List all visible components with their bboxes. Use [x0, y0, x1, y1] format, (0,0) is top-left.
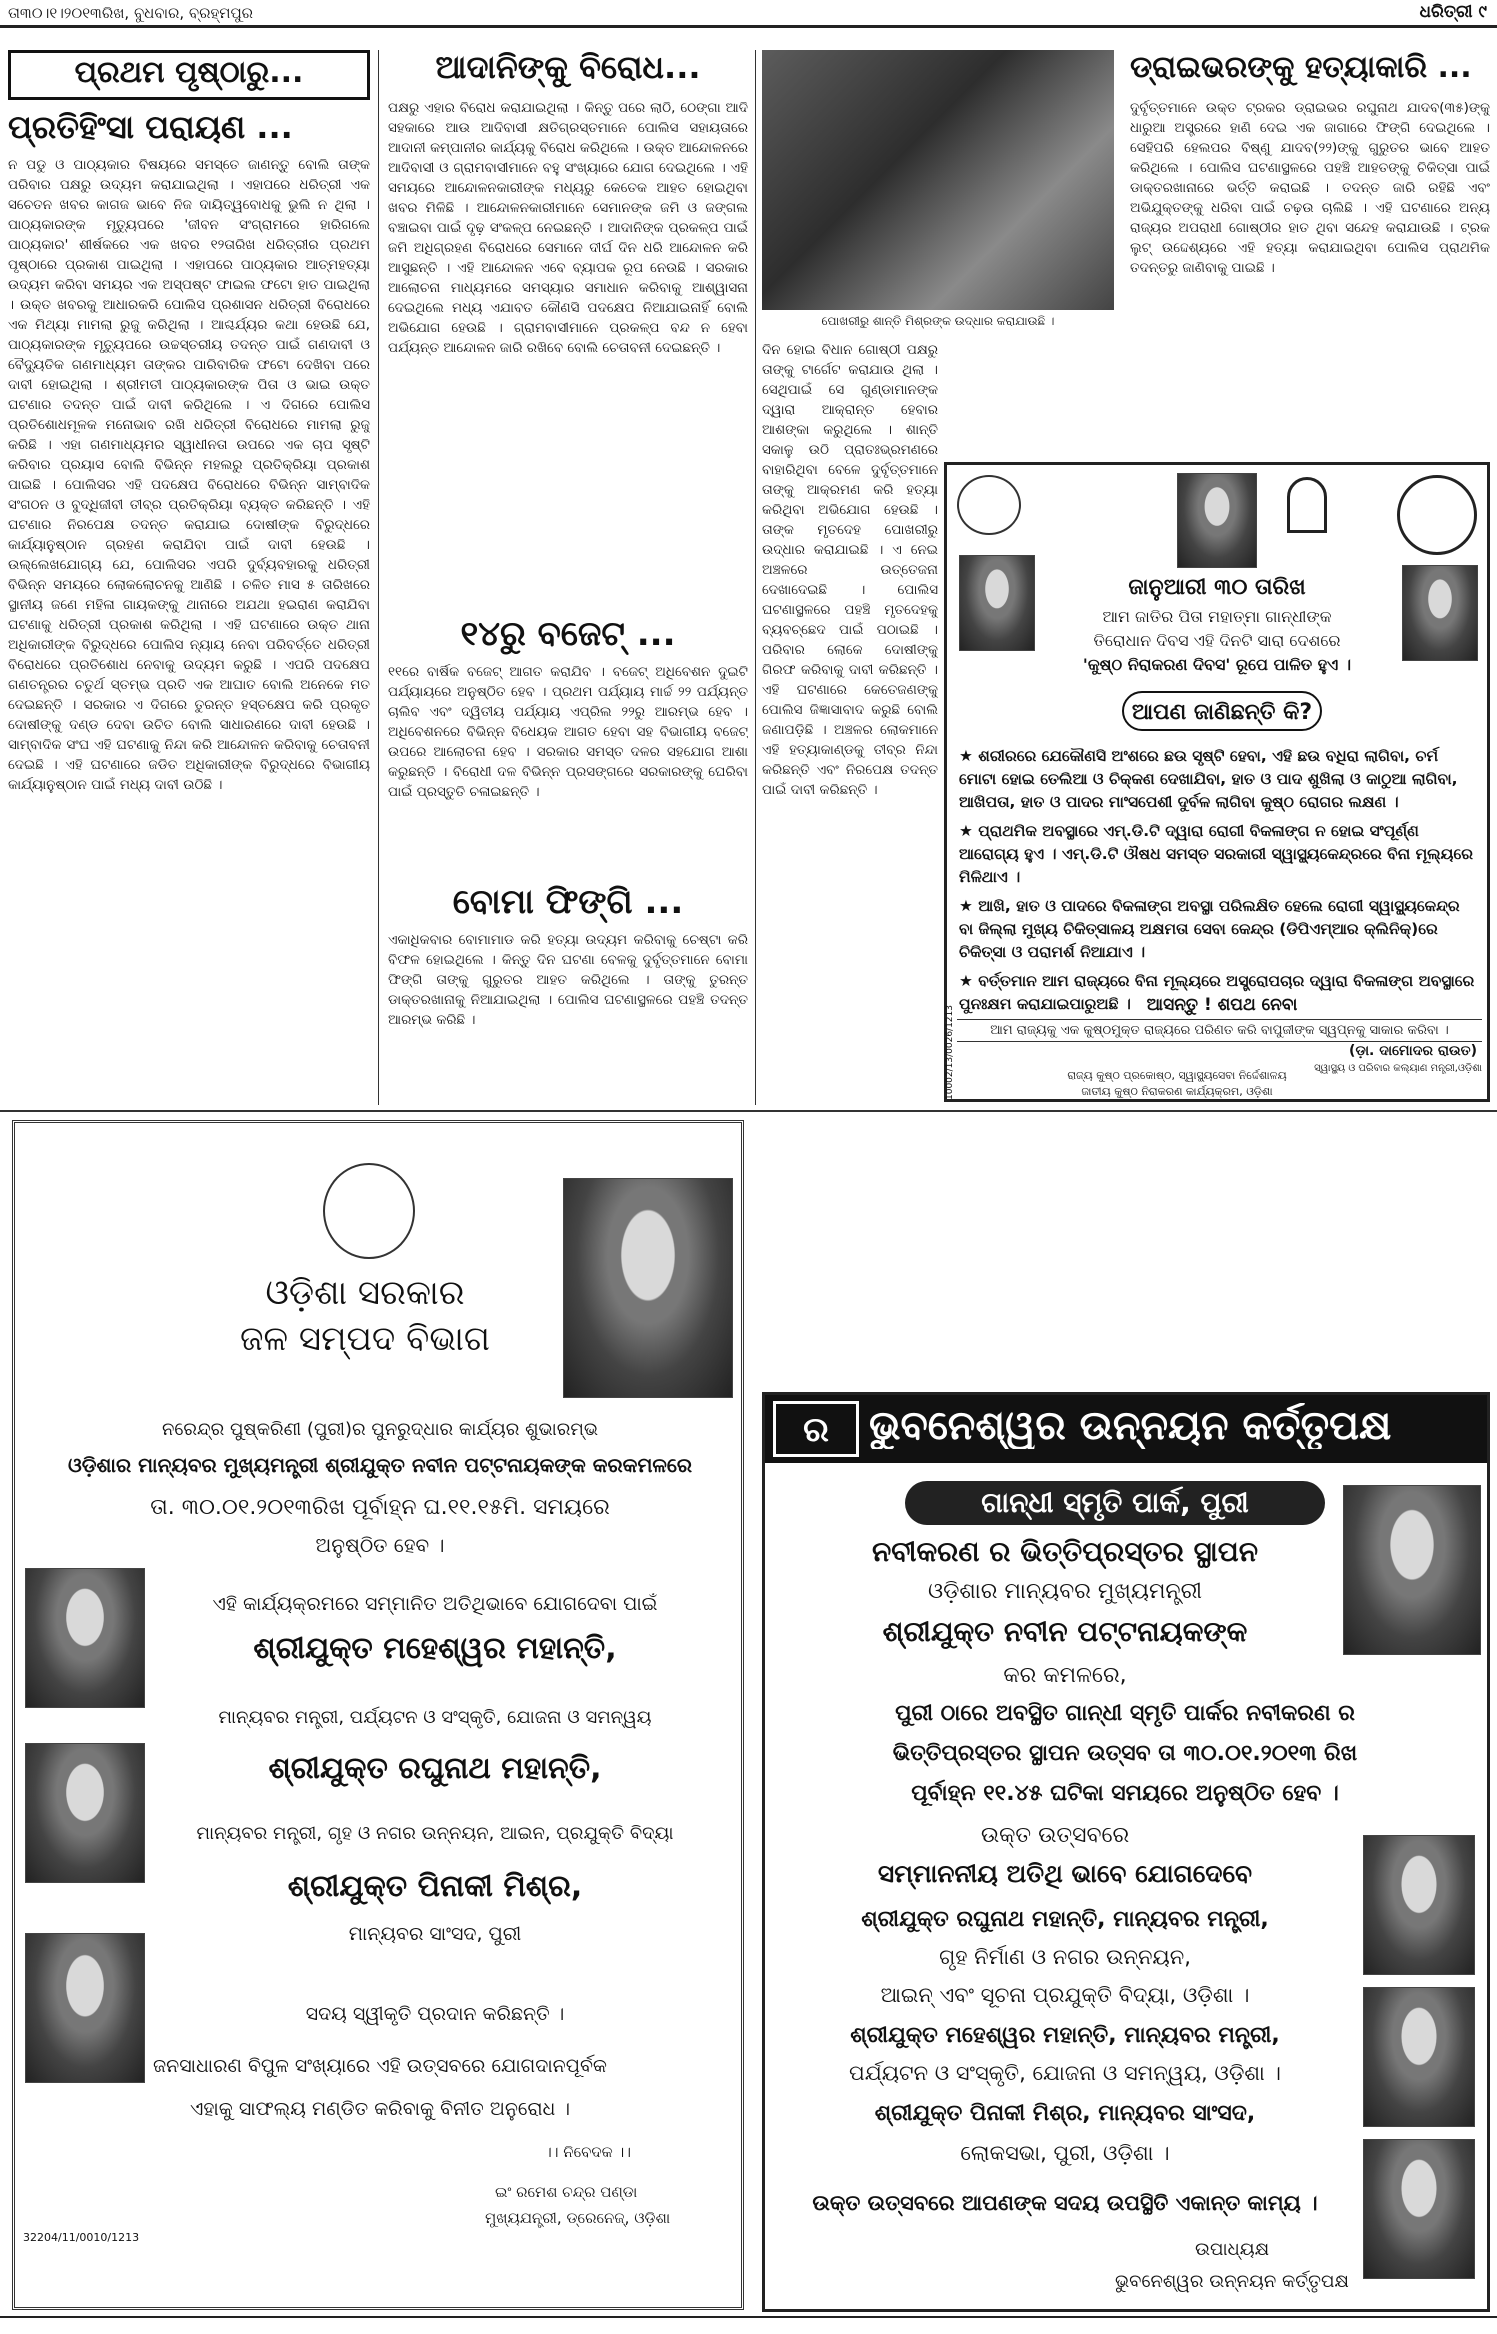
signer-name: (ଡ଼ା. ଦାମୋଦର ରାଉତ)	[1349, 1043, 1477, 1059]
held-line: ଅନୁଷ୍ଠିତ ହେବ ।	[315, 1533, 445, 1557]
bda-line3: ଶ୍ରୀଯୁକ୍ତ ନବୀନ ପଟ୍ଟନାୟକଙ୍କ	[882, 1615, 1248, 1648]
bda-line2: ଓଡ଼ିଶାର ମାନ୍ୟବର ମୁଖ୍ୟମନ୍ତ୍ରୀ	[927, 1579, 1203, 1604]
bda-guest3: ଶ୍ରୀଯୁକ୍ତ ପିନାକୀ ମିଶ୍ର, ମାନ୍ୟବର ସାଂସଦ,	[874, 2101, 1256, 2126]
guest-intro: ଏହି କାର୍ଯ୍ୟକ୍ରମରେ ସମ୍ମାନିତ ଅତିଥିଭାବେ ଯୋଗଦେବା ପାଇଁ	[212, 1593, 658, 1615]
guest2-name: ଶ୍ରୀଯୁକ୍ତ ରଘୁନାଥ ମହାନ୍ତି,	[268, 1751, 602, 1786]
bda-line4: କର କମଳରେ,	[1003, 1663, 1127, 1688]
leprosy-bullet: ★ ପ୍ରାଥମିକ ଅବସ୍ଥାରେ ଏମ୍.ଡି.ଟି ଦ୍ୱାରା ରୋଗୀ ବିକଳାଙ୍ଗ ନ ହୋଇ ସଂପୂର୍ଣ୍ଣ ଆରୋଗ୍ୟ ହୁଏ । ଏମ୍.ଡି.ଟି ଔଷଧ ସମସ୍ତ ସରକାରୀ ସ୍ୱାସ୍ଥ୍ୟକେନ୍ଦ୍ରରେ ବିନା ମୂଲ୍ୟରେ ମିଳିଥାଏ ।	[959, 822, 1473, 886]
article-title-driver: ଡ୍ରାଇଭରଙ୍କୁ ହତ୍ୟାକାରି ...	[1130, 50, 1472, 85]
article-body-shanti: ଦିନ ହୋଇ ବିଧାନ ଗୋଷ୍ଠୀ ପକ୍ଷରୁ ତାଙ୍କୁ ଟାର୍ଗେଟ କରାଯାଉ ଥିଲା । ସେଥିପାଇଁ ସେ ଗୁଣ୍ଡାମାନଙ୍କ ଦ୍ୱାରା ଆକ୍ରାନ୍ତ ହେବାର ଆଶଙ୍କା କରୁଥିଲେ । ଶାନ୍ତି ସକାଳୁ ଉଠି ପ୍ରାତଃଭ୍ରମଣରେ ବାହାରିଥିବା ବେଳେ ଦୁର୍ବୃତ୍ତମାନେ ତାଙ୍କୁ ଆକ୍ରମଣ କରି ହତ୍ୟା କରିଥିବା ଅଭିଯୋଗ ହେଉଛି । ତାଙ୍କ ମୃତଦେହ ପୋଖରୀରୁ ଉଦ୍ଧାର କରାଯାଇଛି । ଏ ନେଇ ଅଞ୍ଚଳରେ ଉତ୍ତେଜନା ଦେଖାଦେଇଛି । ପୋଲିସ ଘଟଣାସ୍ଥଳରେ ପହଞ୍ଚି ମୃତଦେହକୁ ବ୍ୟବଚ୍ଛେଦ ପାଇଁ ପଠାଇଛି । ପରିବାର ଲୋକେ ଦୋଷୀଙ୍କୁ ଗିରଫ କରିବାକୁ ଦାବୀ କରିଛନ୍ତି । ଏହି ଘଟଣାରେ କେତେଜଣଙ୍କୁ ପୋଲିସ ଜିଜ୍ଞାସାବାଦ କରୁଛି ବୋଲି ଜଣାପଡ଼ିଛି । ଅଞ୍ଚଳର ଲୋକମାନେ ଏହି ହତ୍ୟାକାଣ୍ଡକୁ ତୀବ୍ର ନିନ୍ଦା କରିଛନ୍ତି ଏବଂ ନିରପେକ୍ଷ ତଦନ୍ତ ପାଇଁ ଦାବୀ କରିଛନ୍ତି ।	[762, 342, 938, 798]
odisha-seal-icon	[323, 1163, 415, 1259]
gandhi-park-pill: ଗାନ୍ଧୀ ସ୍ମୃତି ପାର୍କ, ପୁରୀ	[905, 1481, 1325, 1525]
bda-line6: ଭିତ୍ତିପ୍ରସ୍ତର ସ୍ଥାପନ ଉତ୍ସବ ତା ୩୦.୦୧.୨୦୧୩ ରିଖ	[892, 1741, 1358, 1766]
guest1-portrait	[25, 1568, 145, 1708]
bda-guest2: ଶ୍ରୀଯୁକ୍ତ ମହେଶ୍ୱର ମହାନ୍ତି, ମାନ୍ୟବର ମନ୍ତ୍ରୀ,	[850, 2023, 1280, 2048]
dept-title: ଜଳ ସମ୍ପଦ ବିଭାଗ	[240, 1319, 490, 1359]
section-divider	[0, 1110, 1497, 1112]
guest3-portrait	[1363, 2139, 1475, 2279]
leprosy-bullet: ★ ଶରୀରରେ ଯେକୌଣସି ଅଂଶରେ ଛଉ ସୃଷ୍ଟି ହେବା, ଏହି ଛଉ ବଧିରା ଲାଗିବା, ଚର୍ମ ମୋଟା ହୋଇ ତେଲିଆ ଓ ଚିକ୍କଣ ଦେଖାଯିବା, ହାତ ଓ ପାଦ ଶୁଖିଲା ଓ କାଠୁଆ ଲାଗିବା, ଆଖିପତା, ହାତ ଓ ପାଦର ମାଂସପେଶୀ ଦୁର୍ବଳ ଲାଗିବା କୁଷ୍ଠ ରୋଗର ଲକ୍ଷଣ ।	[959, 747, 1458, 811]
page-footer	[0, 2316, 1497, 2334]
header-paper: ଧରିତ୍ରୀ ୯	[1419, 2, 1487, 22]
consent-line: ସଦୟ ସ୍ୱୀକୃତି ପ୍ରଦାନ କରିଛନ୍ତି ।	[305, 2003, 565, 2025]
bda-sign2: ଭୁବନେଶ୍ୱର ଉନ୍ନୟନ କର୍ତ୍ତୃପକ୍ଷ	[1115, 2271, 1349, 2292]
guest1-role: ମାନ୍ୟବର ମନ୍ତ୍ରୀ, ପର୍ଯ୍ୟଟନ ଓ ସଂସ୍କୃତି, ଯୋଜନା ଓ ସମନ୍ୱୟ	[218, 1707, 652, 1728]
bda-logo-icon: ର	[773, 1401, 859, 1457]
pledge-text: ଆମ ରାଜ୍ୟକୁ ଏକ କୁଷ୍ଠମୁକ୍ତ ରାଜ୍ୟରେ ପରିଣତ କରି ବାପୁଜୀଙ୍କ ସ୍ୱପ୍ନକୁ ସାକାର କରିବା ।	[957, 1019, 1482, 1042]
leprosy-line1: ଆମ ଜାତିର ପିତା ମହାତ୍ମା ଗାନ୍ଧୀଙ୍କ	[1102, 607, 1332, 626]
bda-sign1: ଉପାଧ୍ୟକ୍ଷ	[1195, 2239, 1270, 2260]
signer-title: ସ୍ୱାସ୍ଥ୍ୟ ଓ ପରିବାର କଲ୍ୟାଣ ମନ୍ତ୍ରୀ,ଓଡ଼ିଶା	[1314, 1063, 1482, 1074]
article-body-bomb: ଏକାଧିକବାର ବୋମାମାଡ କରି ହତ୍ୟା ଉଦ୍ୟମ କରିବାକୁ ଚେଷ୍ଟା କରି ବିଫଳ ହୋଇଥିଲେ । କିନ୍ତୁ ଦିନ ଘଟଣା ବେଳକୁ ଦୁର୍ବୃତ୍ତମାନେ ବୋମା ଫିଙ୍ଗି ତାଙ୍କୁ ଗୁରୁତର ଆହତ କରିଥିଲେ । ତାଙ୍କୁ ତୁରନ୍ତ ଡାକ୍ତରଖାନାକୁ ନିଆଯାଇଥିଲା । ପୋଲିସ ଘଟଣାସ୍ଥଳରେ ପହଞ୍ଚି ତଦନ୍ତ ଆରମ୍ଭ କରିଛି ।	[388, 932, 748, 1028]
article-body-adani: ପକ୍ଷରୁ ଏହାର ବିରୋଧ କରାଯାଇଥିଲା । କିନ୍ତୁ ପରେ ଲାଠି, ଠେଙ୍ଗା ଆଦି ସହକାରେ ଆଉ ଆଦିବାସୀ କ୍ଷତିଗ୍ରସ୍ତମାନେ ପୋଲିସ ସହାୟତାରେ ଆଦାନୀ କମ୍ପାନୀର କାର୍ଯ୍ୟକୁ ବିରୋଧ କରିଥିଲେ । ଉକ୍ତ ଆନ୍ଦୋଳନରେ ଆଦିବାସୀ ଓ ଗ୍ରାମବାସୀମାନେ ବହୁ ସଂଖ୍ୟାରେ ଯୋଗ ଦେଇଥିଲେ । ଏହି ସମୟରେ ଆନ୍ଦୋଳନକାରୀଙ୍କ ମଧ୍ୟରୁ କେତେକ ଆହତ ହୋଇଥିବା ଖବର ମିଳିଛି । ଆନ୍ଦୋଳନକାରୀମାନେ ସେମାନଙ୍କ ଜମି ଓ ଜଙ୍ଗଲ ବଞ୍ଚାଇବା ପାଇଁ ଦୃଢ଼ ସଂକଳ୍ପ ନେଇଛନ୍ତି । ଆଦାନିଙ୍କ ପ୍ରକଳ୍ପ ପାଇଁ ଜମି ଅଧିଗ୍ରହଣ ବିରୋଧରେ ସେମାନେ ଦୀର୍ଘ ଦିନ ଧରି ଆନ୍ଦୋଳନ କରି ଆସୁଛନ୍ତି । ଏହି ଆନ୍ଦୋଳନ ଏବେ ବ୍ୟାପକ ରୂପ ନେଉଛି । ସରକାର ଆଲୋଚନା ମାଧ୍ୟମରେ ସମସ୍ୟାର ସମାଧାନ କରିବାକୁ ଆଶ୍ୱାସନା ଦେଇଥିଲେ ମଧ୍ୟ ଏଯାବତ କୌଣସି ପଦକ୍ଷେପ ନିଆଯାଇନାହିଁ ବୋଲି ଅଭିଯୋଗ ହେଉଛି । ଗ୍ରାମବାସୀମାନେ ପ୍ରକଳ୍ପ ବନ୍ଦ ନ ହେବା ପର୍ଯ୍ୟନ୍ତ ଆନ୍ଦୋଳନ ଜାରି ରଖିବେ ବୋଲି ଚେତାବନୀ ଦେଇଛନ୍ତି ।	[388, 100, 748, 356]
guest3-role: ମାନ୍ୟବର ସାଂସଦ, ପୁରୀ	[348, 1923, 522, 1945]
bda-guest1: ଶ୍ରୀଯୁକ୍ତ ରଘୁନାଥ ମହାନ୍ତି, ମାନ୍ୟବର ମନ୍ତ୍ରୀ,	[861, 1907, 1269, 1932]
odisha-emblem-icon	[957, 475, 1021, 535]
bda-line5: ପୁରୀ ଠାରେ ଅବସ୍ଥିତ ଗାନ୍ଧୀ ସ୍ମୃତି ପାର୍କର ନବୀକରଣ ର	[895, 1701, 1355, 1726]
guest3-name: ଶ୍ରୀଯୁକ୍ତ ପିନାକୀ ମିଶ୍ର,	[287, 1869, 583, 1904]
cm-line: ଓଡ଼ିଶାର ମାନ୍ୟବର ମୁଖ୍ୟମନ୍ତ୍ରୀ ଶ୍ରୀଯୁକ୍ତ ନବୀନ ପଟ୍ଟନାୟକଙ୍କ କରକମଳରେ	[67, 1453, 693, 1477]
guest1-name: ଶ୍ରୀଯୁକ୍ତ ମହେଶ୍ୱର ମହାନ୍ତି,	[253, 1631, 617, 1666]
event-title: ନରେନ୍ଦ୍ର ପୁଷ୍କରିଣୀ (ପୁରୀ)ର ପୁନରୁଦ୍ଧାର କାର୍ଯ୍ୟର ଶୁଭାରମ୍ଭ	[161, 1419, 599, 1440]
cm-portrait	[1343, 1485, 1481, 1655]
bda-line7: ପୂର୍ବାହ୍ନ ୧୧.୪୫ ଘଟିକା ସମୟରେ ଅନୁଷ୍ଠିତ ହେବ ।	[911, 1781, 1339, 1806]
article-title-budget: ୧୪ରୁ ବଜେଟ୍ ...	[460, 614, 676, 654]
bda-closing: ଉକ୍ତ ଉତ୍ସବରେ ଆପଣଙ୍କ ସଦୟ ଉପସ୍ଥିତି ଏକାନ୍ତ କାମ୍ୟ ।	[812, 2191, 1318, 2215]
column-divider	[755, 50, 756, 1105]
photo-caption: ପୋଖରୀରୁ ଶାନ୍ତି ମିଶ୍ରଙ୍କ ଉଦ୍ଧାର କରାଯାଉଛି ।	[821, 314, 1055, 328]
article-body-budget: ୧୧ରେ ବାର୍ଷିକ ବଜେଟ୍ ଆଗତ କରାଯିବ । ବଜେଟ୍ ଅଧିବେଶନ ଦୁଇଟି ପର୍ଯ୍ୟାୟରେ ଅନୁଷ୍ଠିତ ହେବ । ପ୍ରଥମ ପର୍ଯ୍ୟାୟ ମାର୍ଚ୍ଚ ୨୨ ପର୍ଯ୍ୟନ୍ତ ଚାଲିବ ଏବଂ ଦ୍ୱିତୀୟ ପର୍ଯ୍ୟାୟ ଏପ୍ରିଲ ୨୨ରୁ ଆରମ୍ଭ ହେବ । ଅଧିବେଶନରେ ବିଭିନ୍ନ ବିଧେୟକ ଆଗତ ହେବା ସହ ବିଭାଗୀୟ ବଜେଟ୍ ଉପରେ ଆଲୋଚନା ହେବ । ସରକାର ସମସ୍ତ ଦଳର ସହଯୋଗ ଆଶା କରୁଛନ୍ତି । ବିରୋଧୀ ଦଳ ବିଭିନ୍ନ ପ୍ରସଙ୍ଗରେ ସରକାରଙ୍କୁ ଘେରିବା ପାଇଁ ପ୍ରସ୍ତୁତି ଚଳାଇଛନ୍ତି ।	[388, 664, 748, 800]
pledge-title: ଆସନ୍ତୁ ! ଶପଥ ନେବା	[1146, 995, 1298, 1015]
leprosy-line2: ତିରୋଧାନ ଦିବସ ଏହି ଦିନଟି ସାରା ଦେଶରେ	[1093, 631, 1341, 650]
article-body-driver: ଦୁର୍ବୃତ୍ତମାନେ ଉକ୍ତ ଟ୍ରକର ଡ୍ରାଇଭର ରଘୁନାଥ ଯାଦବ(୩୫)ଙ୍କୁ ଧାରୁଆ ଅସ୍ତ୍ରରେ ହାଣି ଦେଇ ଏକ ଜାଗାରେ ଫିଙ୍ଗି ଦେଇଥିଲେ । ସେହିପରି ହେଲପର ବିଷ୍ଣୁ ଯାଦବ(୨୨)ଙ୍କୁ ଗୁରୁତର ଭାବେ ଆହତ କରିଥିଲେ । ପୋଲିସ ଘଟଣାସ୍ଥଳରେ ପହଞ୍ଚି ଆହତଙ୍କୁ ଚିକିତ୍ସା ପାଇଁ ଡାକ୍ତରଖାନାରେ ଭର୍ତ୍ତି କରାଇଛି । ତଦନ୍ତ ଜାରି ରହିଛି ଏବଂ ଅଭିଯୁକ୍ତଙ୍କୁ ଧରିବା ପାଇଁ ଚଢ଼ଉ ଚାଲିଛି । ଏହି ଘଟଣାରେ ଅନ୍ୟ ରାଜ୍ୟର ଅପରାଧୀ ଗୋଷ୍ଠୀର ହାତ ଥିବା ସନ୍ଦେହ କରାଯାଉଛି । ଟ୍ରକ ଲୁଟ୍ ଉଦ୍ଦେଶ୍ୟରେ ଏହି ହତ୍ୟା କରାଯାଇଥିବା ପୋଲିସ ପ୍ରାଥମିକ ତଦନ୍ତରୁ ଜାଣିବାକୁ ପାଇଛି ।	[1130, 100, 1490, 276]
bda-guest1-role-b: ଆଇନ୍ ଏବଂ ସୂଚନା ପ୍ରଯୁକ୍ତି ବିଦ୍ୟା, ଓଡ଼ିଶା ।	[880, 1983, 1250, 2007]
nrhm-logo-icon	[1397, 475, 1477, 555]
ad-bda-gandhi-park	[762, 1392, 1490, 2312]
ad-leprosy-day	[944, 462, 1490, 1102]
date-line: ତା. ୩୦.୦୧.୨୦୧୩ରିଖ ପୂର୍ବାହ୍ନ ଘ.୧୧.୧୫ମି. ସମୟରେ	[150, 1495, 610, 1520]
leprosy-footer1: ରାଜ୍ୟ କୁଷ୍ଠ ପ୍ରକୋଷ୍ଠ, ସ୍ୱାସ୍ଥ୍ୟସେବା ନିର୍ଦ୍ଦେଶାଳୟ	[1067, 1069, 1287, 1082]
cm-portrait	[1402, 565, 1478, 661]
govt-title: ଓଡ଼ିଶା ସରକାର	[265, 1273, 465, 1313]
article-title-bomb: ବୋମା ଫିଙ୍ଗି ...	[452, 882, 684, 922]
section-head-front-page: ପ୍ରଥମ ପୃଷ୍ଠାରୁ...	[8, 50, 370, 100]
cm-portrait	[563, 1178, 733, 1398]
leprosy-bullet-list	[959, 745, 1479, 1016]
bda-title: ଭୁବନେଶ୍ୱର ଉନ୍ନୟନ କର୍ତ୍ତୃପକ୍ଷ	[869, 1403, 1392, 1449]
bda-guest3-role: ଲୋକସଭା, ପୁରୀ, ଓଡ଼ିଶା ।	[960, 2141, 1170, 2165]
bda-line9: ସମ୍ମାନନୀୟ ଅତିଥି ଭାବେ ଯୋଗଦେବେ	[877, 1859, 1253, 1888]
engineer-role: ମୁଖ୍ୟଯନ୍ତ୍ରୀ, ଡ୍ରେନେଜ୍, ଓଡ଼ିଶା	[485, 2209, 671, 2227]
minister-portrait	[959, 555, 1035, 651]
do-you-know-pill: ଆପଣ ଜାଣିଛନ୍ତି କି?	[1122, 691, 1322, 731]
leprosy-bullet: ★ ଆଖି, ହାତ ଓ ପାଦରେ ବିକଳାଙ୍ଗ ଅବସ୍ଥା ପରିଲକ୍ଷିତ ହେଲେ ରୋଗୀ ସ୍ୱାସ୍ଥ୍ୟକେନ୍ଦ୍ର ବା ଜିଲ୍ଲା ମୁଖ୍ୟ ଚିକିତ୍ସାଳୟ ଅକ୍ଷମତା ସେବା କେନ୍ଦ୍ର (ଡିପିଏମ୍‌ଆର କ୍ଲିନିକ୍)ରେ ଚିକିତ୍ସା ଓ ପରାମର୍ଶ ନିଆଯାଏ ।	[959, 897, 1460, 961]
bda-guest2-role: ପର୍ଯ୍ୟଟନ ଓ ସଂସ୍କୃତି, ଯୋଜନା ଓ ସମନ୍ୱୟ, ଓଡ଼ିଶା ।	[849, 2061, 1281, 2085]
leprosy-footer2: ଜାତୀୟ କୁଷ୍ଠ ନିରାକରଣ କାର୍ଯ୍ୟକ୍ରମ, ଓଡ଼ିଶା	[1081, 1085, 1273, 1098]
bda-line1: ନବୀକରଣ ର ଭିତ୍ତିପ୍ରସ୍ତର ସ୍ଥାପନ	[871, 1535, 1259, 1568]
guest2-portrait	[25, 1743, 145, 1883]
leprosy-bullet: ★ ବର୍ତ୍ତମାନ ଆମ ରାଜ୍ୟରେ ବିନା ମୂଲ୍ୟରେ ଅସ୍ତ୍ରୋପଚାର ଦ୍ୱାରା ବିକଳାଙ୍ଗ ଅବସ୍ଥାରେ ପୁନଃକ୍ଷମ କରାଯାଇପାରୁଅଛି ।	[959, 972, 1475, 1013]
bda-guest1-role-a: ଗୃହ ନିର୍ମାଣ ଓ ନଗର ଉନ୍ନୟନ,	[939, 1945, 1191, 1969]
ad-code: 10002/13/0026/1213	[945, 1005, 955, 1100]
engineer-name: ଇଂ ରମେଶ ଚନ୍ଦ୍ର ପଣ୍ଡା	[495, 2183, 638, 2201]
leprosy-date: ଜାନୁଆରୀ ୩୦ ତାରିଖ	[1128, 575, 1306, 600]
bda-line8: ଉକ୍ତ ଉତ୍ସବରେ	[980, 1823, 1130, 1848]
nivedak: ।। ନିବେଦକ ।।	[545, 2143, 632, 2161]
article-title-vengeance: ପ୍ରତିହିଂସା ପରାୟଣ ...	[8, 108, 293, 146]
section-head-adani: ଆଦାନିଙ୍କୁ ବିରୋଧ...	[435, 48, 701, 86]
ad-water-resources	[12, 1120, 744, 2310]
page-header	[0, 0, 1497, 28]
column-divider	[378, 50, 379, 1105]
guest2-role: ମାନ୍ୟବର ମନ୍ତ୍ରୀ, ଗୃହ ଓ ନଗର ଉନ୍ନୟନ, ଆଇନ, ପ୍ରଯୁକ୍ତି ବିଦ୍ୟା	[196, 1823, 674, 1844]
gandhi-portrait	[1177, 473, 1257, 568]
header-date: ତା୩୦।୧।୨୦୧୩ରିଖ, ବୁଧବାର, ବ୍ରହ୍ମପୁର	[8, 4, 254, 22]
guest2-portrait	[1363, 1987, 1475, 2127]
news-photo-rescue	[762, 50, 1114, 310]
guest1-portrait	[1363, 1835, 1475, 1975]
article-body-vengeance: ନ ପଡୁ ଓ ପାଠ୍ୟକାର ବିଷୟରେ ସମସ୍ତେ ଜାଣନ୍ତୁ ବୋଲି ତାଙ୍କ ପରିବାର ପକ୍ଷରୁ ଉଦ୍ୟମ କରାଯାଇଥିଲା । ଏହାପରେ ଧରିତ୍ରୀ ଏକ ସଚେତନ ଖବର କାଗଜ ଭାବେ ନିଜ ଦାୟିତ୍ୱବୋଧକୁ ଭୁଲି ନ ଥିଲା । ପାଠ୍ୟକାରଙ୍କ ମୃତ୍ୟୁପରେ 'ଜୀବନ ସଂଗ୍ରାମରେ ହାରିଗଲେ ପାଠ୍ୟକାର' ଶୀର୍ଷକରେ ଏକ ଖବର ୧୨ତାରିଖ ଧରିତ୍ରୀର ପ୍ରଥମ ପୃଷ୍ଠାରେ ପ୍ରକାଶ ପାଇଥିଲା । ଏହାପରେ ପାଠ୍ୟକାର ଆତ୍ମହତ୍ୟା ଉଦ୍ୟମ କରିବା ସମୟର ଏକ ଅସ୍ପଷ୍ଟ ଫାଇଲ ଫଟୋ ହାତ ପାଇଥିଲା । ଉକ୍ତ ଖବରକୁ ଆଧାରକରି ପୋଲିସ ପ୍ରଶାସନ ଧରିତ୍ରୀ ବିରୋଧରେ ଏକ ମିଥ୍ୟା ମାମଲା ରୁଜୁ କରିଥିଲା । ଆଶ୍ଚର୍ଯ୍ୟର କଥା ହେଉଛି ଯେ, ପାଠ୍ୟକାରଙ୍କ ମୃତ୍ୟୁପରେ ଉଚ୍ଚସ୍ତରୀୟ ତଦନ୍ତ ପାଇଁ ଗଣଦାବୀ ଓ ବୈଦ୍ୟୁତିକ ଗଣମାଧ୍ୟମ ତାଙ୍କର ପାରିବାରିକ ଫଟୋ ଦେଖିବା ପରେ ଦାବୀ ହୋଇଥିଲା । ଶ୍ରୀମତୀ ପାଠ୍ୟକାରଙ୍କ ପିତା ଓ ଭାଇ ଉକ୍ତ ଘଟଣାର ତଦନ୍ତ ପାଇଁ ଦାବୀ କରିଥିଲେ । ଏ ଦିଗରେ ପୋଲିସ ପ୍ରତିଶୋଧମୂଳକ ମନୋଭାବ ରଖି ଧରିତ୍ରୀ ବିରୋଧରେ ମାମଲା ରୁଜୁ କରିଛି । ଏହା ଗଣମାଧ୍ୟମର ସ୍ୱାଧୀନତା ଉପରେ ଏକ ଚାପ ସୃଷ୍ଟି କରିବାର ପ୍ରୟାସ ବୋଲି ବିଭିନ୍ନ ମହଲରୁ ପ୍ରତିକ୍ରିୟା ପ୍ରକାଶ ପାଇଛି । ପୋଲିସର ଏହି ପଦକ୍ଷେପ ବିରୋଧରେ ବିଭିନ୍ନ ସାମ୍ବାଦିକ ସଂଗଠନ ଓ ବୁଦ୍ଧିଜୀବୀ ତୀବ୍ର ପ୍ରତିକ୍ରିୟା ବ୍ୟକ୍ତ କରିଛନ୍ତି । ଏହି ଘଟଣାର ନିରପେକ୍ଷ ତଦନ୍ତ କରାଯାଇ ଦୋଷୀଙ୍କ ବିରୁଦ୍ଧରେ କାର୍ଯ୍ୟାନୁଷ୍ଠାନ ଗ୍ରହଣ କରାଯିବା ପାଇଁ ଦାବୀ ହେଉଛି । ଉଲ୍ଲେଖଯୋଗ୍ୟ ଯେ, ପୋଲିସର ଏପରି ଦୁର୍ବ୍ୟବହାରକୁ ଧରିତ୍ରୀ ବିଭିନ୍ନ ସମୟରେ ଲୋକଲୋଚନକୁ ଆଣିଛି । ଚଳିତ ମାସ ୫ ତାରିଖରେ ସ୍ଥାନୀୟ ଜଣେ ମହିଳା ଗାୟକଙ୍କୁ ଥାନାରେ ଅଯଥା ହଇରାଣ କରାଯିବା ଘଟଣାକୁ ଧରିତ୍ରୀ ପ୍ରକାଶ କରିଥିଲା । ଏହି ଘଟଣାରେ ଉକ୍ତ ଥାନା ଅଧିକାରୀଙ୍କ ବିରୁଦ୍ଧରେ ପୋଲିସ ନ୍ୟାୟ ନେବା ପରିବର୍ତ୍ତେ ଧରିତ୍ରୀ ବିରୋଧରେ ପ୍ରତିଶୋଧ ନେବାକୁ ଉଦ୍ୟମ କରୁଛି । ଏପରି ପଦକ୍ଷେପ ଗଣତନ୍ତ୍ରର ଚତୁର୍ଥ ସ୍ତମ୍ଭ ପ୍ରତି ଏକ ଆଘାତ ବୋଲି ଅନେକେ ମତ ଦେଇଛନ୍ତି । ସରକାର ଏ ଦିଗରେ ତୁରନ୍ତ ହସ୍ତକ୍ଷେପ କରି ପ୍ରକୃତ ଦୋଷୀଙ୍କୁ ଦଣ୍ଡ ଦେବା ଉଚିତ ବୋଲି ସାଧାରଣରେ ଦାବୀ ହେଉଛି । ସାମ୍ବାଦିକ ସଂଘ ଏହି ଘଟଣାକୁ ନିନ୍ଦା କରି ଆନ୍ଦୋଳନ କରିବାକୁ ଚେତାବନୀ ଦେଇଛି । ଏହି ଘଟଣାରେ ଜଡିତ ଅଧିକାରୀଙ୍କ ବିରୁଦ୍ଧରେ ବିଭାଗୀୟ କାର୍ଯ୍ୟାନୁଷ୍ଠାନ ପାଇଁ ମଧ୍ୟ ଦାବୀ ଉଠିଛି ।	[8, 157, 370, 793]
invite-line2: ଏହାକୁ ସାଫଲ୍ୟ ମଣ୍ଡିତ କରିବାକୁ ବିନୀତ ଅନୁରୋଧ ।	[189, 2098, 571, 2120]
leprosy-line3: 'କୁଷ୍ଠ ନିରାକରଣ ଦିବସ' ରୂପେ ପାଳିତ ହୁଏ ।	[1082, 655, 1352, 674]
invite-line1: ଜନସାଧାରଣ ବିପୁଳ ସଂଖ୍ୟାରେ ଏହି ଉତ୍ସବରେ ଯୋଗଦାନପୂର୍ବକ	[153, 2055, 607, 2077]
ad-code: 32204/11/0010/1213	[23, 2231, 140, 2244]
health-logo-icon	[1287, 477, 1327, 533]
